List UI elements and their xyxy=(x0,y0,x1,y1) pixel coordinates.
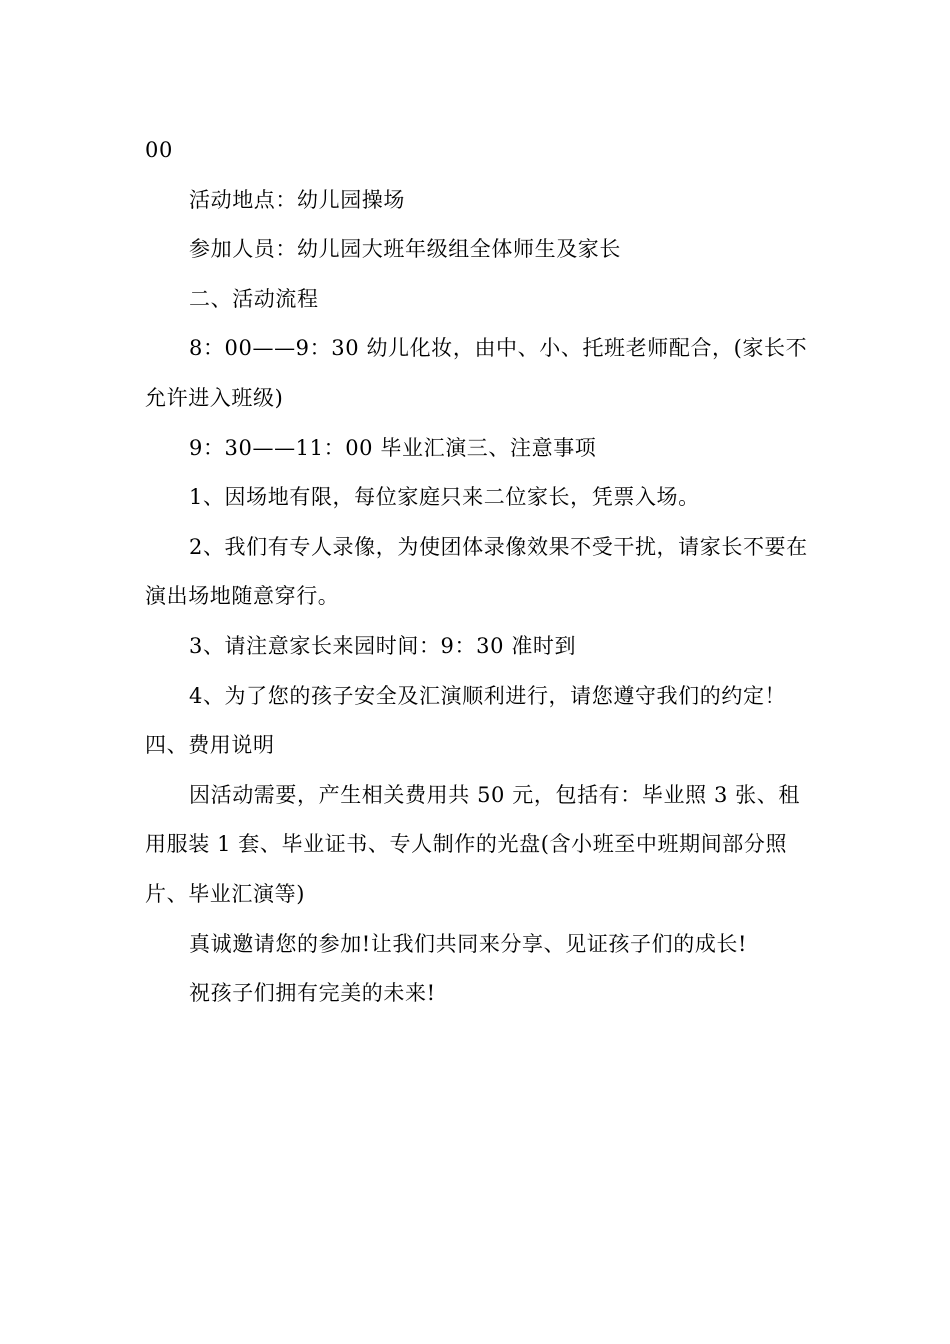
paragraph-fees: 因活动需要，产生相关费用共 50 元，包括有：毕业照 3 张、租用服装 1 套、毕业证书、专人制作的光盘(含小班至中班期间部分照片、毕业汇演等) xyxy=(145,782,800,906)
paragraph-wishes: 祝孩子们拥有完美的未来! xyxy=(189,981,436,1006)
document-body xyxy=(145,126,809,1019)
notice-item-1: 1、因场地有限，每位家庭只来二位家长，凭票入场。 xyxy=(189,485,700,510)
notice-item-2: 2、我们有专人录像，为使团体录像效果不受干扰，请家长不要在演出场地随意穿行。 xyxy=(145,534,808,609)
paragraph-location: 活动地点：幼儿园操场 xyxy=(189,187,405,212)
section-heading-process: 二、活动流程 xyxy=(189,286,319,311)
paragraph-participants: 参加人员：幼儿园大班年级组全体师生及家长 xyxy=(189,237,621,262)
paragraph-schedule-makeup: 8：00——9：30 幼儿化妆，由中、小、托班老师配合，(家长不允许进入班级) xyxy=(145,336,808,410)
notice-item-4: 4、为了您的孩子安全及汇演顺利进行，请您遵守我们的约定！四、费用说明 xyxy=(145,683,787,758)
notice-item-3: 3、请注意家长来园时间：9：30 准时到 xyxy=(189,633,577,658)
paragraph-continuation: 00 xyxy=(145,138,173,162)
paragraph-schedule-performance: 9：30——11：00 毕业汇演三、注意事项 xyxy=(189,435,597,460)
paragraph-invitation: 真诚邀请您的参加!让我们共同来分享、见证孩子们的成长! xyxy=(189,931,748,956)
